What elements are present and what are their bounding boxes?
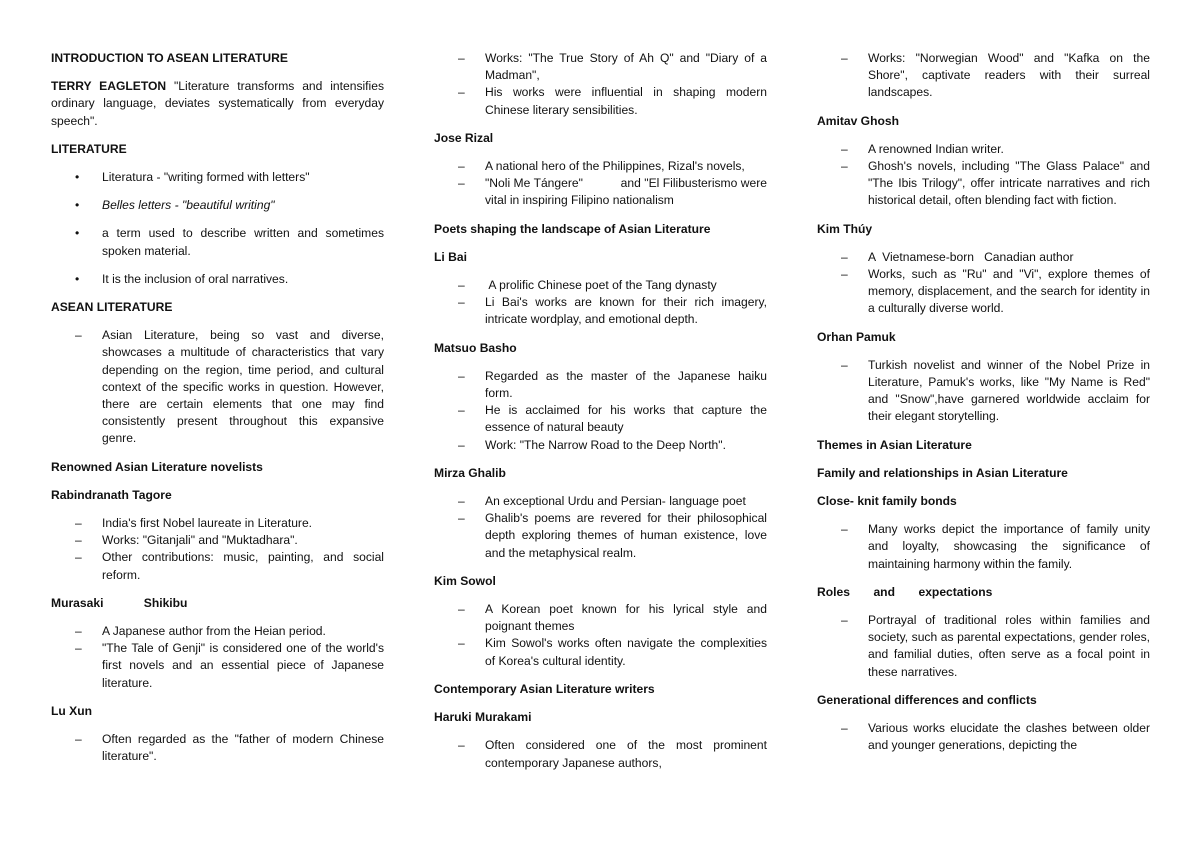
- bullet-marker: •: [75, 170, 80, 185]
- list-item-text: a term used to describe written and sometimes spoken material.: [102, 226, 384, 258]
- list-item: [817, 50, 1150, 102]
- list-item-text: Literatura - "writing formed with letters": [102, 170, 310, 185]
- asean-literature-heading: ASEAN LITERATURE: [51, 300, 173, 315]
- list-item: [51, 197, 384, 214]
- list-item: [817, 266, 1150, 318]
- list-item: [51, 623, 384, 640]
- column-2: [434, 50, 771, 783]
- list-item: [434, 493, 767, 510]
- murakami-continued-list: [817, 50, 1150, 102]
- dash-marker: –: [458, 636, 465, 651]
- list-item: [434, 50, 767, 84]
- generational-heading: Generational differences and conflicts: [817, 692, 1037, 707]
- literature-list: [51, 169, 384, 288]
- column-3: [817, 50, 1150, 766]
- dash-marker: –: [458, 368, 465, 383]
- dash-marker: –: [841, 613, 848, 628]
- document-title: INTRODUCTION TO ASEAN LITERATURE: [51, 51, 288, 65]
- list-item-text: His works were influential in shaping modern Chinese literary sensibilities.: [485, 85, 767, 117]
- list-item: [51, 549, 384, 583]
- list-item: [51, 327, 384, 447]
- list-item: [434, 635, 767, 669]
- list-item-text: Kim Sowol's works often navigate the complexities of Korea's cultural identity.: [485, 636, 767, 668]
- dash-marker: –: [458, 738, 465, 753]
- list-item-text: "Noli Me Tángere" and "El Filibusterismo were vital in inspiring Filipino nationalism: [485, 176, 771, 208]
- dash-marker: –: [75, 328, 82, 343]
- list-item-text: A Korean poet known for his lyrical style and poignant themes: [485, 602, 767, 634]
- eagleton-paragraph: [51, 78, 384, 130]
- pamuk-list: [817, 357, 1150, 426]
- dash-marker: –: [75, 550, 82, 565]
- dash-marker: –: [458, 51, 465, 65]
- murasaki-heading: Murasaki Shikibu: [51, 595, 188, 610]
- list-item-text: A renowned Indian writer.: [868, 141, 1004, 156]
- list-item-text: Often considered one of the most prominent contemporary Japanese authors,: [485, 738, 767, 770]
- list-item: [434, 368, 767, 402]
- list-item: [51, 532, 384, 549]
- generational-list: [817, 720, 1150, 754]
- ghalib-heading: Mirza Ghalib: [434, 465, 506, 480]
- list-item: [434, 84, 767, 118]
- list-item: [817, 249, 1150, 266]
- rizal-list: [434, 158, 771, 210]
- column-1: [51, 50, 384, 777]
- dash-marker: –: [458, 602, 465, 617]
- list-item-text: A prolific Chinese poet of the Tang dynasty: [485, 278, 717, 293]
- bullet-marker: •: [75, 226, 80, 241]
- family-heading: Family and relationships in Asian Literature: [817, 465, 1068, 480]
- contemporary-heading: Contemporary Asian Literature writers: [434, 681, 655, 696]
- dash-marker: –: [458, 278, 465, 293]
- dash-marker: –: [458, 403, 465, 418]
- sowol-list: [434, 601, 767, 670]
- list-item: [434, 601, 767, 635]
- dash-marker: –: [75, 732, 82, 747]
- sowol-heading: Kim Sowol: [434, 573, 496, 588]
- thuy-list: [817, 249, 1150, 318]
- list-item: [51, 169, 384, 186]
- list-item: [434, 175, 771, 209]
- list-item-text: A Japanese author from the Heian period.: [102, 624, 326, 639]
- dash-marker: –: [841, 522, 848, 537]
- list-item: [817, 357, 1150, 426]
- list-item: [434, 510, 767, 562]
- ghalib-list: [434, 493, 767, 562]
- list-item: [434, 277, 767, 294]
- murakami-list: [434, 737, 767, 771]
- eagleton-name: TERRY EAGLETON: [51, 79, 167, 94]
- novelists-heading: Renowned Asian Literature novelists: [51, 459, 263, 474]
- list-item-text: Various works elucidate the clashes between older and younger generations, depicting the: [868, 721, 1150, 753]
- list-item-text: Belles letters - "beautiful writing": [102, 198, 275, 213]
- libai-heading: Li Bai: [434, 249, 467, 264]
- list-item: [434, 158, 767, 175]
- luxun-list: [51, 731, 384, 765]
- list-item-text: "The Tale of Genji" is considered one of the world's first novels and an essential piece of Japanese literature.: [102, 641, 384, 690]
- dash-marker: –: [75, 624, 82, 639]
- dash-marker: –: [458, 85, 465, 100]
- list-item-text: An exceptional Urdu and Persian- language poet: [485, 494, 746, 509]
- roles-heading: Roles and expectations: [817, 584, 993, 599]
- dash-marker: –: [458, 494, 465, 509]
- tagore-list: [51, 515, 384, 584]
- roles-list: [817, 612, 1150, 681]
- list-item-text: Ghosh's novels, including "The Glass Palace" and "The Ibis Trilogy", offer intricate narratives and rich historical detail, often blending fact with fiction.: [868, 159, 1150, 208]
- list-item-text: It is the inclusion of oral narratives.: [102, 271, 289, 286]
- list-item-text: A national hero of the Philippines, Rizal's novels,: [485, 159, 745, 174]
- list-item-text: He is acclaimed for his works that capture the essence of natural beauty: [485, 403, 767, 435]
- list-item: [51, 731, 384, 765]
- dash-marker: –: [841, 51, 848, 65]
- list-item-text: Other contributions: music, painting, and social reform.: [102, 550, 384, 582]
- luxun-continued-list: [434, 50, 767, 119]
- list-item-text: Portrayal of traditional roles within families and society, such as parental expectations, gender roles, and familial duties, often serve as a focal point in these narratives.: [868, 613, 1150, 679]
- list-item: [817, 612, 1150, 681]
- list-item: [817, 141, 1150, 158]
- dash-marker: –: [458, 176, 465, 191]
- thuy-heading: Kim Thúy: [817, 221, 873, 236]
- list-item-text: Works, such as "Ru" and "Vi", explore themes of memory, displacement, and the search for identity in a culturally diverse world.: [868, 267, 1150, 316]
- list-item-text: Works: "The True Story of Ah Q" and "Diary of a Madman",: [485, 51, 767, 83]
- dash-marker: –: [458, 295, 465, 310]
- list-item-text: A Vietnamese-born Canadian author: [868, 249, 1074, 264]
- pamuk-heading: Orhan Pamuk: [817, 329, 896, 344]
- list-item-text: Ghalib's poems are revered for their philosophical depth exploring themes of human existence, love and the metaphysical realm.: [485, 511, 767, 560]
- list-item: [434, 737, 767, 771]
- dash-marker: –: [841, 357, 848, 372]
- dash-marker: –: [75, 516, 82, 531]
- list-item-text: Works: "Norwegian Wood" and "Kafka on the Shore", captivate readers with their surreal landscapes.: [868, 51, 1150, 100]
- ghosh-heading: Amitav Ghosh: [817, 113, 899, 128]
- list-item: [817, 720, 1150, 754]
- basho-list: [434, 368, 767, 454]
- murakami-heading: Haruki Murakami: [434, 710, 532, 725]
- list-item-text: Works: "Gitanjali" and "Muktadhara".: [102, 533, 298, 548]
- dash-marker: –: [75, 533, 82, 548]
- list-item: [434, 437, 767, 454]
- dash-marker: –: [841, 141, 848, 156]
- dash-marker: –: [458, 159, 465, 174]
- list-item: [51, 640, 384, 692]
- poets-heading: Poets shaping the landscape of Asian Literature: [434, 221, 711, 236]
- list-item: [434, 402, 767, 436]
- dash-marker: –: [75, 641, 82, 656]
- literature-heading: LITERATURE: [51, 141, 127, 156]
- list-item: [51, 225, 384, 259]
- list-item: [434, 294, 767, 328]
- bullet-marker: •: [75, 198, 80, 213]
- libai-list: [434, 277, 767, 329]
- list-item-text: Regarded as the master of the Japanese haiku form.: [485, 368, 767, 401]
- closeknit-heading: Close- knit family bonds: [817, 494, 957, 509]
- asean-list: [51, 327, 384, 447]
- list-item-text: India's first Nobel laureate in Literature.: [102, 516, 313, 531]
- list-item-text: Work: "The Narrow Road to the Deep North".: [485, 437, 726, 452]
- luxun-heading: Lu Xun: [51, 703, 92, 718]
- list-item-text: Many works depict the importance of family unity and loyalty, showcasing the significance of maintaining harmony within the family.: [868, 522, 1150, 571]
- basho-heading: Matsuo Basho: [434, 340, 517, 355]
- list-item: [817, 521, 1150, 573]
- list-item-text: Li Bai's works are known for their rich imagery, intricate wordplay, and emotional depth.: [485, 295, 767, 327]
- closeknit-list: [817, 521, 1150, 573]
- list-item-text: Often regarded as the "father of modern Chinese literature".: [102, 732, 384, 764]
- dash-marker: –: [841, 267, 848, 282]
- murasaki-list: [51, 623, 384, 692]
- rizal-heading: Jose Rizal: [434, 130, 494, 145]
- list-item: [51, 271, 384, 288]
- tagore-heading: Rabindranath Tagore: [51, 487, 172, 502]
- dash-marker: –: [841, 249, 848, 264]
- list-item-text: Asian Literature, being so vast and diverse, showcases a multitude of characteristics that vary depending on the region, time period, and cultural context of the specific works in question. However, there are certain elements that one may find consistently present throughout this expansive genre.: [102, 328, 384, 446]
- list-item: [51, 515, 384, 532]
- dash-marker: –: [841, 159, 848, 174]
- list-item-text: Turkish novelist and winner of the Nobel Prize in Literature, Pamuk's works, like "My Name is Red" and "Snow",have garnered worldwide acclaim for their elegant storytelling.: [868, 357, 1150, 424]
- eagleton-quote: "Literature transforms and intensifies ordinary language, deviates systematically from everyday speech".: [51, 79, 384, 128]
- themes-heading: Themes in Asian Literature: [817, 437, 972, 452]
- dash-marker: –: [841, 721, 848, 736]
- dash-marker: –: [458, 511, 465, 526]
- ghosh-list: [817, 141, 1150, 210]
- dash-marker: –: [458, 437, 465, 452]
- bullet-marker: •: [75, 271, 80, 286]
- list-item: [817, 158, 1150, 210]
